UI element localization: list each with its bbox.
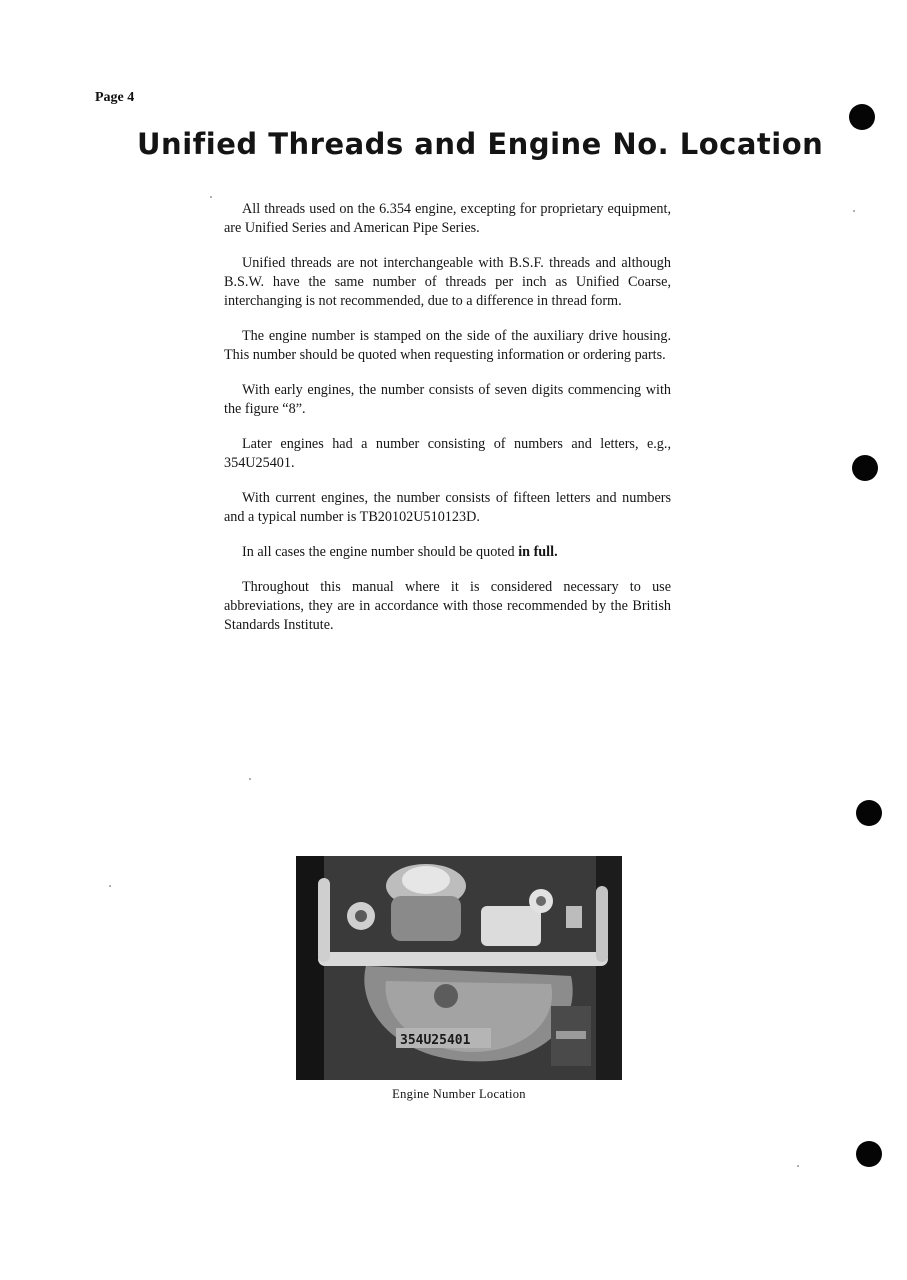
engine-photo-illustration <box>296 856 622 1080</box>
scan-speck <box>797 1165 799 1167</box>
paragraph-interchange: Unified threads are not interchangeable with B.S.F. threads and although B.S.W. have the same number of threads per inch as Unified Coarse, interchanging is not recommended, due to a difference in thread form. <box>224 255 671 309</box>
paragraph-later-engines: Later engines had a number consisting of numbers and letters, e.g., 354U25401. <box>224 436 671 471</box>
figure-caption: Engine Number Location <box>392 1087 526 1101</box>
body-text <box>224 200 671 651</box>
paragraph-abbreviations: Throughout this manual where it is considered necessary to use abbreviations, they are in accordance with those recommended by the British Standards Institute. <box>224 579 671 633</box>
binder-hole-3 <box>856 800 882 826</box>
paragraph-early-engines: With early engines, the number consists of seven digits commencing with the figure “8”. <box>224 382 671 417</box>
binder-hole-1 <box>849 104 875 130</box>
quote-in-full-emphasis: in full. <box>518 544 558 560</box>
page-number: Page 4 <box>95 90 135 105</box>
paragraph-engine-number: The engine number is stamped on the side of the auxiliary drive housing. This number should be quoted when requesting information or ordering parts. <box>224 328 671 363</box>
engine-number-photo <box>296 856 622 1080</box>
scan-speck <box>109 885 111 887</box>
scan-speck <box>853 210 855 212</box>
scan-speck <box>210 196 212 198</box>
quote-in-full-text: In all cases the engine number should be quoted <box>242 544 519 560</box>
page-title: Unified Threads and Engine No. Location <box>137 127 824 161</box>
paragraph-quote-in-full <box>224 543 671 562</box>
paragraph-current-engines: With current engines, the number consists of fifteen letters and numbers and a typical number is TB20102U510123D. <box>224 490 671 525</box>
stamped-engine-number: 354U25401 <box>400 1033 471 1048</box>
binder-hole-4 <box>856 1141 882 1167</box>
paragraph-threads: All threads used on the 6.354 engine, excepting for proprietary equipment, are Unified Series and American Pipe Series. <box>224 201 671 236</box>
binder-hole-2 <box>852 455 878 481</box>
scan-speck <box>249 778 251 780</box>
